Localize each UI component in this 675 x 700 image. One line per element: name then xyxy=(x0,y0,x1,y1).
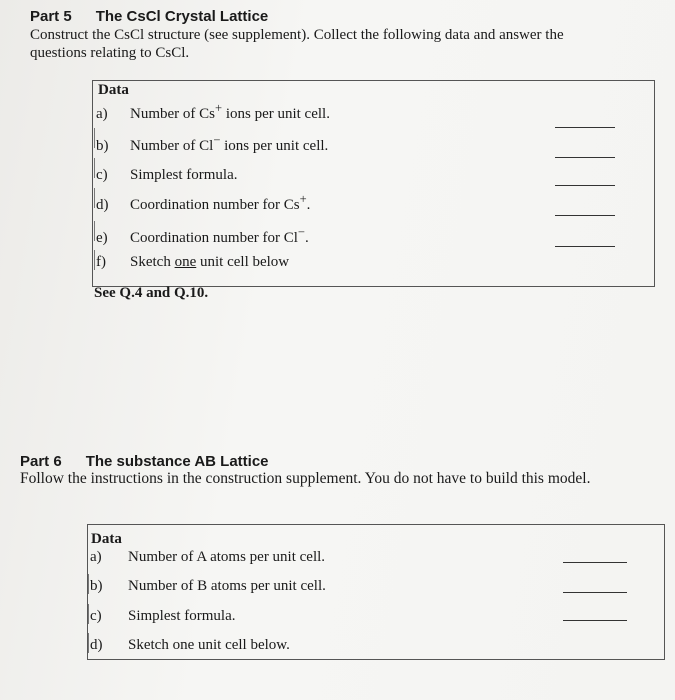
item-letter: b) xyxy=(90,578,103,594)
part6-instruction: Follow the instructions in the construction supplement. You do not have to build this model. xyxy=(20,470,591,487)
part6-data-label: Data xyxy=(91,531,122,547)
item-letter: c) xyxy=(90,608,102,624)
item-letter: d) xyxy=(96,197,109,213)
part6-title: The substance AB Lattice xyxy=(85,453,269,470)
part6-item-d: d) Sketch one unit cell below. xyxy=(90,637,290,653)
item-letter: c) xyxy=(96,167,108,183)
answer-line-b[interactable] xyxy=(563,592,627,593)
item-bracket xyxy=(94,158,95,178)
part5-item-c: c) Simplest formula. xyxy=(96,167,238,183)
item-bracket xyxy=(94,221,95,241)
item-bracket xyxy=(88,574,89,594)
item-bracket xyxy=(94,128,95,148)
part5-item-f: f) Sketch one unit cell below xyxy=(96,254,290,270)
part5-item-b: b) Number of Cl− ions per unit cell. xyxy=(96,133,329,154)
part5-item-d: d) Coordination number for Cs+. xyxy=(96,192,311,213)
part6-item-b: b) Number of B atoms per unit cell. xyxy=(90,578,326,594)
item-letter: b) xyxy=(96,138,109,154)
item-bracket xyxy=(94,250,95,270)
item-letter: a) xyxy=(90,549,102,565)
item-bracket xyxy=(88,604,89,624)
item-bracket xyxy=(94,188,95,208)
item-letter: f) xyxy=(96,254,106,270)
part6-label: Part 6 xyxy=(20,453,62,470)
answer-line-c[interactable] xyxy=(555,185,615,186)
part5-instruction-line2: questions relating to CsCl. xyxy=(30,45,190,61)
part6-item-a: a) Number of A atoms per unit cell. xyxy=(90,549,326,565)
item-letter: e) xyxy=(96,230,108,246)
part5-note: See Q.4 and Q.10. xyxy=(94,285,209,301)
item-letter: d) xyxy=(90,637,103,653)
answer-line-e[interactable] xyxy=(555,246,615,247)
answer-line-c[interactable] xyxy=(563,620,627,621)
answer-line-a[interactable] xyxy=(555,127,615,128)
part6-item-c: c) Simplest formula. xyxy=(90,608,236,624)
part5-title: The CsCl Crystal Lattice xyxy=(95,8,269,25)
part5-item-a: a) Number of Cs+ ions per unit cell. xyxy=(96,101,330,122)
part5-header xyxy=(30,8,268,25)
answer-line-d[interactable] xyxy=(555,215,615,216)
answer-line-a[interactable] xyxy=(563,562,627,563)
part6-header xyxy=(20,453,269,470)
item-bracket xyxy=(88,633,89,653)
part5-instruction-line1: Construct the CsCl structure (see supplement). Collect the following data and answer the xyxy=(30,27,564,43)
answer-line-b[interactable] xyxy=(555,157,615,158)
item-letter: a) xyxy=(96,106,108,122)
part5-label: Part 5 xyxy=(30,8,72,25)
part5-data-label: Data xyxy=(98,82,129,98)
part5-item-e: e) Coordination number for Cl−. xyxy=(96,225,309,246)
